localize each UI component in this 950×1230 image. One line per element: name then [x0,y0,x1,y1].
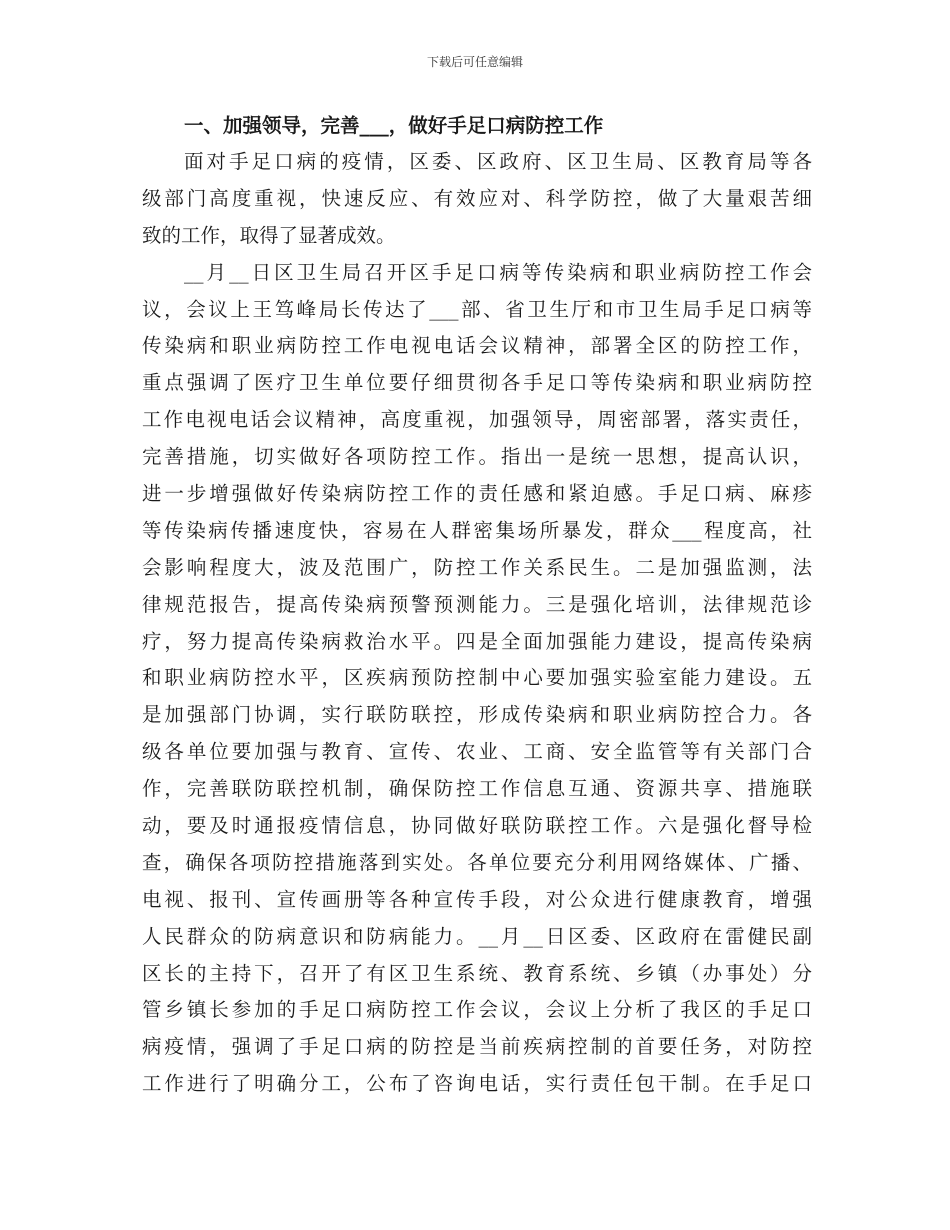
text-line: __月__日区卫生局召开区手足口病等传染病和职业病防控工作会 [184,260,812,284]
page-header-note: 下载后可任意编辑 [426,55,523,69]
text-line: 致的工作，取得了显著成效。 [142,223,396,247]
text-line: 完善措施，切实做好各项防控工作。指出一是统一思想，提高认识， [142,445,812,469]
text-line: 进一步增强做好传染病防控工作的责任感和紧迫感。手足口病、麻疹 [142,482,812,506]
section-heading: 一、加强领导，完善___，做好手足口病防控工作 [184,114,604,137]
text-line: 查，确保各项防控措施落到实处。各单位要充分利用网络媒体、广播、 [142,850,812,874]
text-line: 工作进行了明确分工，公布了咨询电话，实行责任包干制。在手足口 [142,1072,812,1096]
text-line: 区长的主持下，召开了有区卫生系统、教育系统、乡镇（办事处）分 [142,961,812,985]
text-line: 议，会议上王笃峰局长传达了___部、省卫生厅和市卫生局手足口病等 [142,297,812,321]
text-line: 和职业病防控水平，区疾病预防控制中心要加强实验室能力建设。五 [142,666,812,690]
text-line: 电视、报刊、宣传画册等各种宣传手段，对公众进行健康教育，增强 [142,887,812,911]
paragraph-1 [142,144,812,255]
text-line: 病疫情，强调了手足口病的防控是当前疾病控制的首要任务，对防控 [142,1035,812,1059]
text-line: 动，要及时通报疫情信息，协同做好联防联控工作。六是强化督导检 [142,814,812,838]
text-line: 等传染病传播速度快，容易在人群密集场所暴发，群众___程度高，社 [142,518,812,542]
text-line: 律规范报告，提高传染病预警预测能力。三是强化培训，法律规范诊 [142,592,812,616]
text-line: 作，完善联防联控机制，确保防控工作信息互通、资源共享、措施联 [142,777,812,801]
paragraph-2 [142,255,812,1103]
text-line: 管乡镇长参加的手足口病防控工作会议，会议上分析了我区的手足口 [142,998,812,1022]
text-line: 重点强调了医疗卫生单位要仔细贯彻各手足口等传染病和职业病防控 [142,371,812,395]
text-line: 会影响程度大，波及范围广，防控工作关系民生。二是加强监测，法 [142,555,812,579]
text-line: 工作电视电话会议精神，高度重视，加强领导，周密部署，落实责任， [142,408,812,432]
text-line: 级各单位要加强与教育、宣传、农业、工商、安全监管等有关部门合 [142,740,812,764]
text-line: 是加强部门协调，实行联防联控，形成传染病和职业病防控合力。各 [142,703,812,727]
text-line: 疗，努力提高传染病救治水平。四是全面加强能力建设，提高传染病 [142,629,812,653]
text-line: 级部门高度重视，快速反应、有效应对、科学防控，做了大量艰苦细 [142,186,812,210]
document-body [142,108,812,1103]
text-line: 人民群众的防病意识和防病能力。__月__日区委、区政府在雷健民副 [142,924,812,948]
text-line: 传染病和职业病防控工作电视电话会议精神，部署全区的防控工作， [142,334,812,358]
text-line: 面对手足口病的疫情，区委、区政府、区卫生局、区教育局等各 [184,150,812,173]
